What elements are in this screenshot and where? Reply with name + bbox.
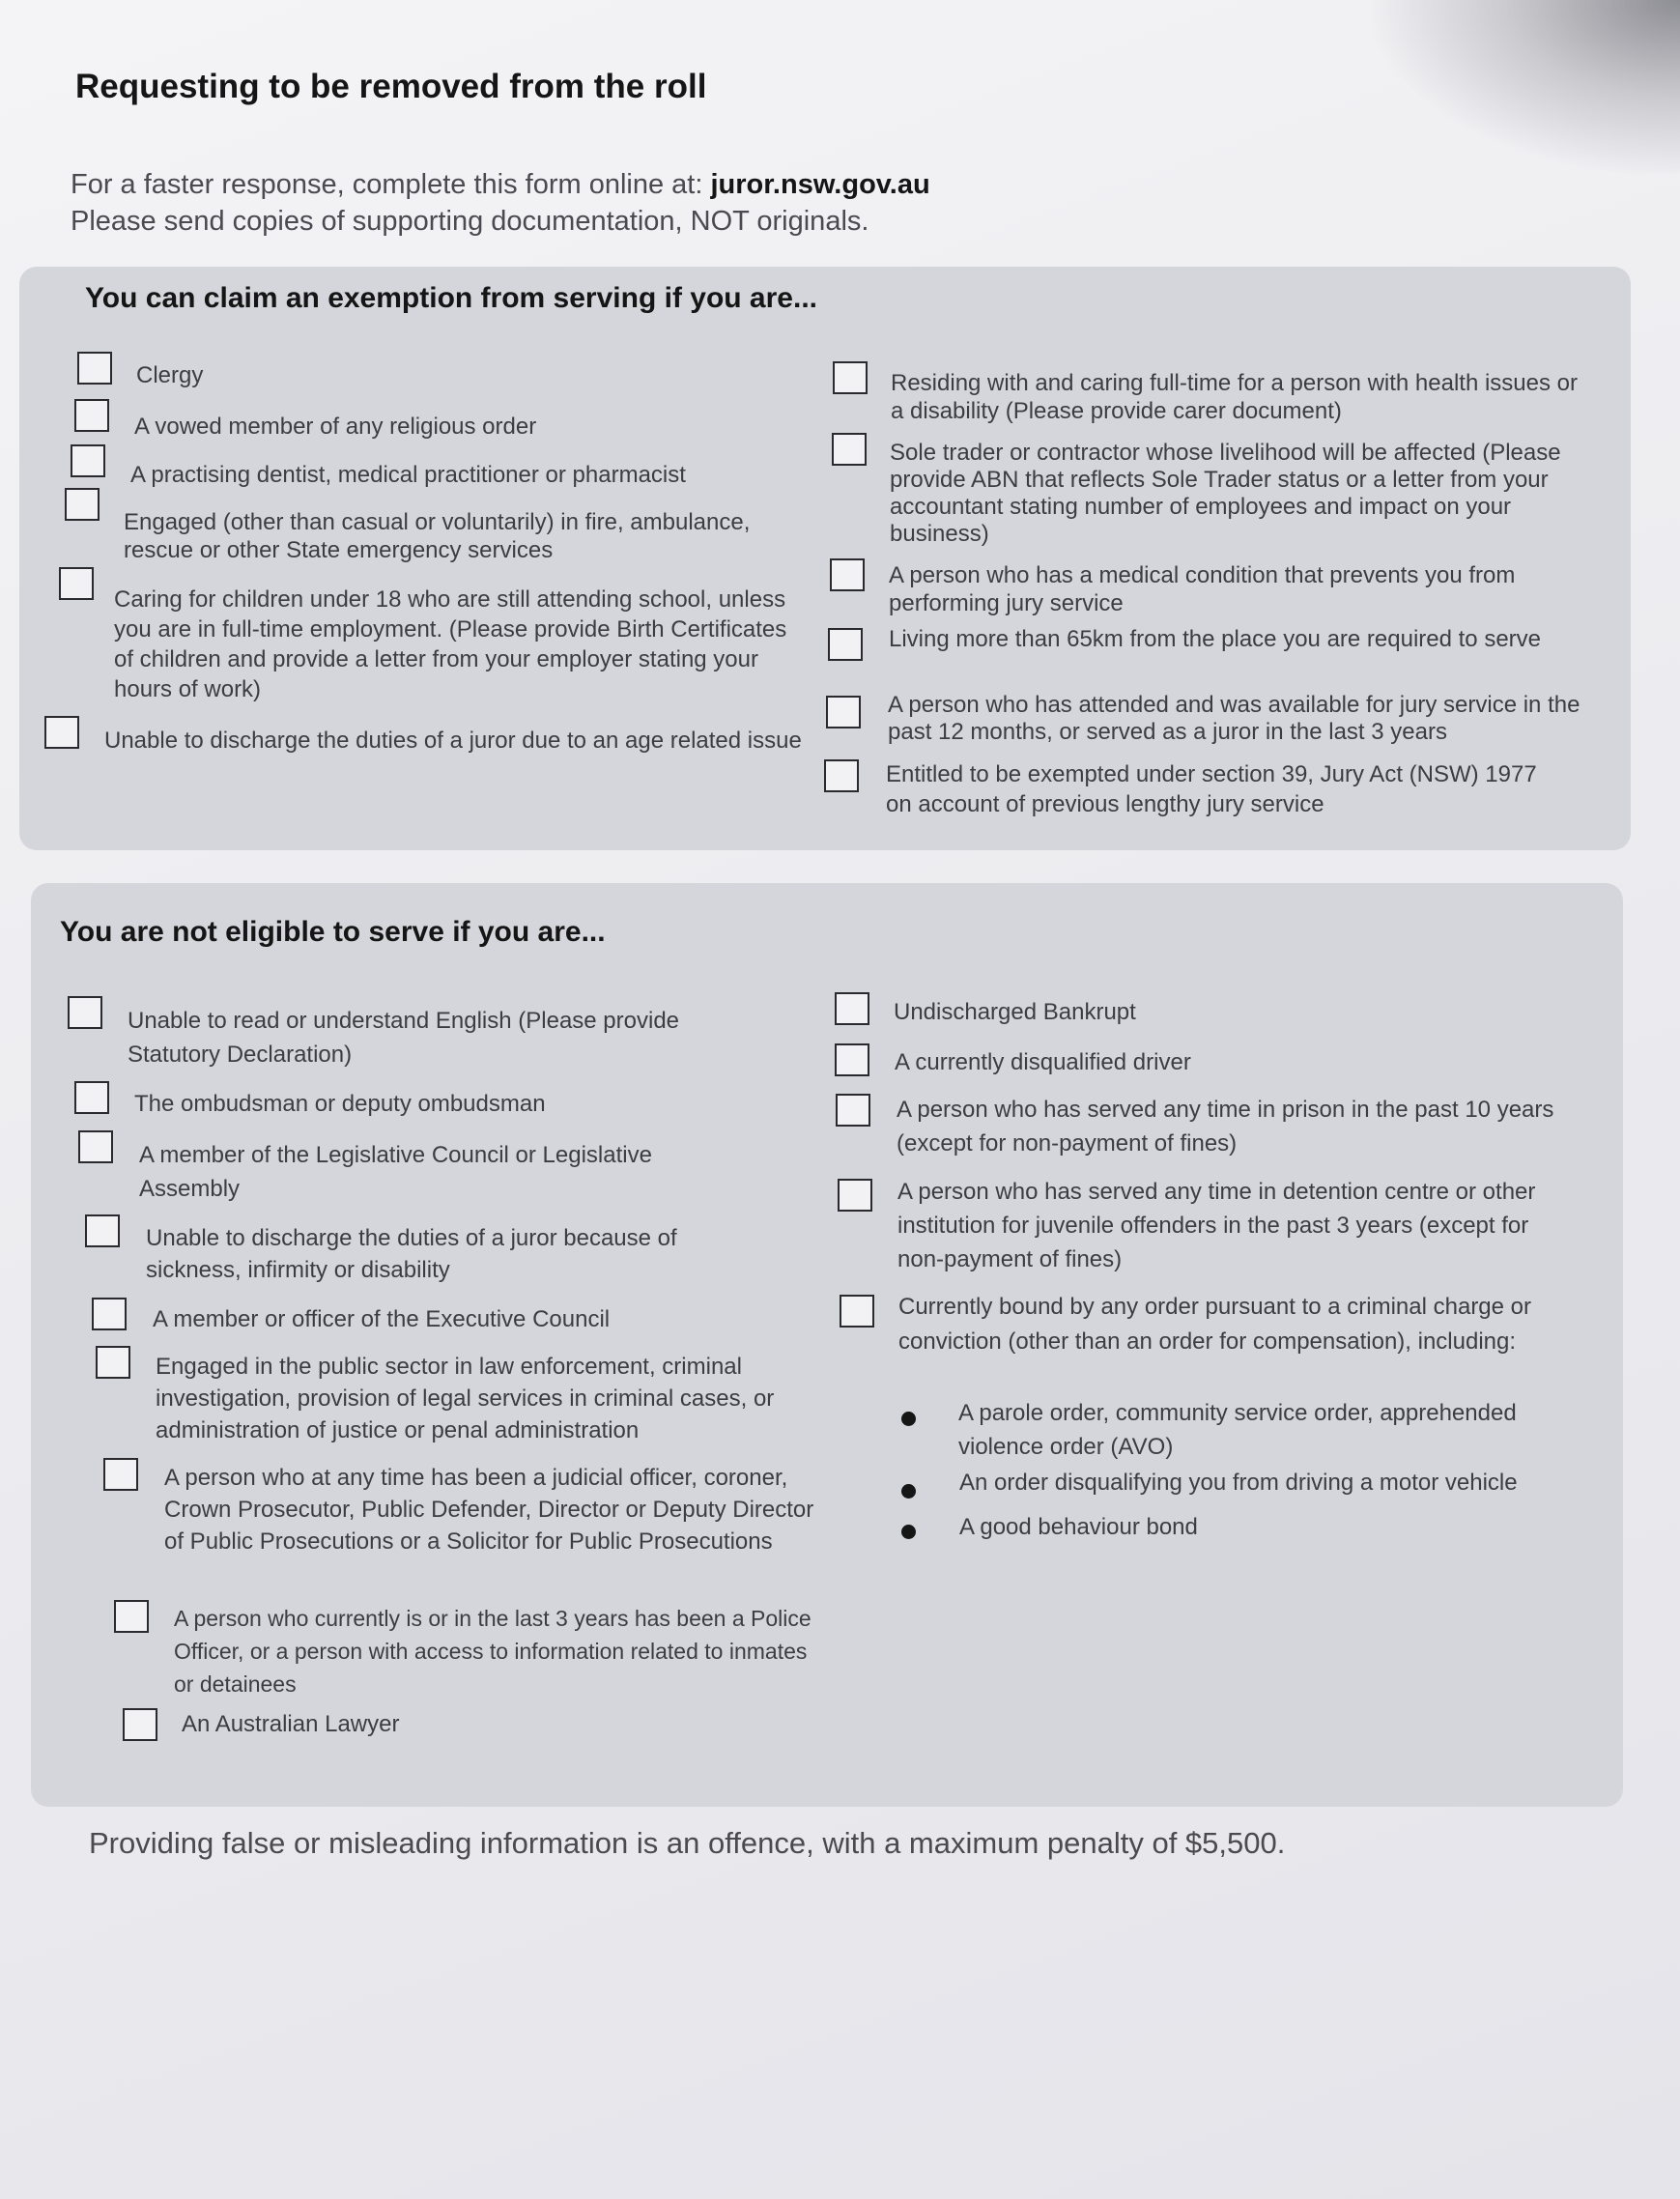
ineligible-checkbox-disqualified-driver[interactable] [835, 1043, 869, 1076]
bullet-parole-order: A parole order, community service order, apprehended violence order (AVO) [958, 1400, 1517, 1460]
exemption-checkbox-lengthy-service[interactable] [824, 759, 859, 792]
intro [71, 166, 930, 240]
ineligible-checkbox-bankrupt[interactable] [835, 992, 869, 1025]
ineligible-option-police: A person who currently is or in the last 3 years has been a Police Officer, or a person with access to information related to inmates or detainees [174, 1606, 812, 1697]
exemption-option-clergy: Clergy [136, 362, 204, 388]
exemption-checkbox-medical-condition[interactable] [830, 558, 865, 591]
intro-line-2: Please send copies of supporting documentation, NOT originals. [71, 206, 869, 237]
exemption-checkbox-caring-children[interactable] [59, 567, 94, 600]
ineligible-checkbox-judicial-officer[interactable] [103, 1458, 138, 1491]
ineligible-checkbox-juvenile-detention[interactable] [838, 1179, 872, 1212]
exemption-checkbox-distance[interactable] [828, 628, 863, 661]
exemption-option-emergency: Engaged (other than casual or voluntarily) in fire, ambulance, rescue or other State emergency services [124, 509, 751, 563]
exemption-option-medical-condition: A person who has a medical condition that prevents you from performing jury service [889, 562, 1516, 616]
ineligible-checkbox-english[interactable] [68, 996, 102, 1029]
ineligible-option-legislative: A member of the Legislative Council or Legislative Assembly [139, 1142, 652, 1202]
bullet-dot [901, 1412, 916, 1426]
intro-prefix: For a faster response, complete this form online at: [71, 169, 711, 200]
ineligible-checkbox-sickness[interactable] [85, 1214, 120, 1247]
exemption-option-recent-service: A person who has attended and was available for jury service in the past 12 months, or served as a juror in the last 3 years [888, 692, 1580, 745]
bullet-dot [901, 1484, 916, 1499]
ineligible-checkbox-legislative[interactable] [78, 1130, 113, 1163]
bullet-driving-order: An order disqualifying you from driving a motor vehicle [959, 1470, 1518, 1496]
ineligible-checkbox-police[interactable] [114, 1600, 149, 1633]
ineligible-option-lawyer: An Australian Lawyer [182, 1711, 400, 1737]
exemption-checkbox-age[interactable] [44, 716, 79, 749]
exemption-checkbox-medical[interactable] [71, 444, 105, 477]
exemption-checkbox-clergy[interactable] [77, 352, 112, 385]
ineligible-checkbox-court-order[interactable] [840, 1295, 874, 1328]
exemption-checkbox-sole-trader[interactable] [832, 433, 867, 466]
exemption-option-age: Unable to discharge the duties of a juror due to an age related issue [104, 728, 802, 754]
exemption-checkbox-emergency[interactable] [65, 488, 100, 521]
exemption-option-caring-children: Caring for children under 18 who are still attending school, unless you are in full-time employment. (Please provide Birth Certificates of children and provide a letter from your employer stating your hours of work) [114, 586, 787, 702]
exemption-checkbox-recent-service[interactable] [826, 696, 861, 728]
intro-line-1 [71, 166, 930, 203]
exemption-option-sole-trader: Sole trader or contractor whose livelihood will be affected (Please provide ABN that reflects Sole Trader status or a letter from your accountant stating number of employees and impact on your business) [890, 440, 1561, 547]
ineligible-option-public-sector: Engaged in the public sector in law enforcement, criminal investigation, provision of legal services in criminal cases, or administration of justice or penal administration [156, 1354, 775, 1443]
exemption-checkbox-religious-order[interactable] [74, 399, 109, 432]
exemption-heading: You can claim an exemption from serving if you are... [85, 282, 817, 314]
ineligible-checkbox-lawyer[interactable] [123, 1708, 157, 1741]
ineligible-checkbox-executive-council[interactable] [92, 1298, 127, 1330]
ineligible-option-english: Unable to read or understand English (Please provide Statutory Declaration) [128, 1008, 680, 1068]
ineligible-option-juvenile-detention: A person who has served any time in detention centre or other institution for juvenile offenders in the past 3 years (except for non-payment of fines) [897, 1179, 1536, 1272]
bullet-dot [901, 1525, 916, 1539]
ineligible-option-prison: A person who has served any time in prison in the past 10 years (except for non-payment of fines) [897, 1097, 1554, 1157]
ineligible-option-ombudsman: The ombudsman or deputy ombudsman [134, 1091, 546, 1117]
ineligible-option-executive-council: A member or officer of the Executive Council [153, 1306, 611, 1332]
exemption-checkbox-carer[interactable] [833, 361, 868, 394]
ineligible-checkbox-public-sector[interactable] [96, 1346, 130, 1379]
exemption-option-carer: Residing with and caring full-time for a person with health issues or a disability (Please provide carer document) [891, 370, 1579, 424]
page-title: Requesting to be removed from the roll [75, 68, 707, 105]
bullet-good-behaviour-bond: A good behaviour bond [959, 1514, 1198, 1540]
ineligible-option-disqualified-driver: A currently disqualified driver [895, 1049, 1191, 1075]
exemption-option-religious-order: A vowed member of any religious order [134, 414, 537, 440]
ineligible-heading: You are not eligible to serve if you are... [60, 916, 606, 948]
exemption-option-lengthy-service: Entitled to be exempted under section 39, Jury Act (NSW) 1977 on account of previous lengthy jury service [886, 761, 1537, 817]
ineligible-option-court-order: Currently bound by any order pursuant to a criminal charge or conviction (other than an order for compensation), including: [898, 1294, 1532, 1355]
form-url-link[interactable]: juror.nsw.gov.au [710, 169, 930, 200]
ineligible-checkbox-ombudsman[interactable] [74, 1081, 109, 1114]
ineligible-option-bankrupt: Undischarged Bankrupt [894, 999, 1136, 1025]
exemption-option-medical: A practising dentist, medical practitioner or pharmacist [130, 462, 686, 488]
corner-shadow [1371, 0, 1680, 174]
penalty-notice: Providing false or misleading information is an offence, with a maximum penalty of $5,500. [89, 1826, 1286, 1860]
ineligible-option-judicial-officer: A person who at any time has been a judicial officer, coroner, Crown Prosecutor, Public Defender, Director or Deputy Director of Public Prosecutions or a Solicitor for Public Prosecutions [164, 1465, 814, 1555]
ineligible-option-sickness: Unable to discharge the duties of a juror because of sickness, infirmity or disability [146, 1225, 677, 1283]
ineligible-checkbox-prison[interactable] [836, 1094, 870, 1127]
exemption-option-distance: Living more than 65km from the place you are required to serve [889, 626, 1542, 652]
